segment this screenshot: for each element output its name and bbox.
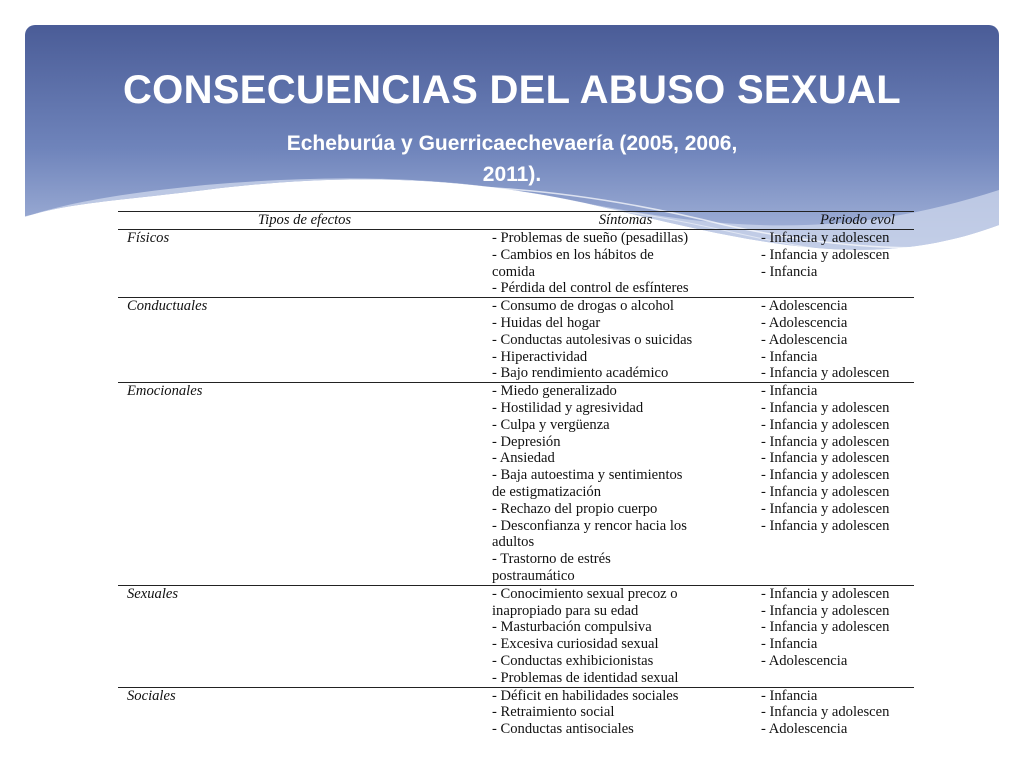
category-cell: Conductuales [118, 298, 491, 383]
periods-cell [760, 230, 914, 298]
period-line: - Infancia y adolescen [761, 585, 890, 602]
table-header-row [118, 212, 914, 230]
period-line: - Infancia y adolescen [761, 500, 890, 517]
table-row [118, 383, 914, 586]
symptoms-cell [491, 585, 760, 687]
slide-title: CONSECUENCIAS DEL ABUSO SEXUAL [123, 68, 901, 112]
period-line: - Adolescencia [761, 314, 848, 331]
header-sintomas: Síntomas [491, 212, 760, 230]
header-periodo: Periodo evol [760, 212, 914, 230]
symptom-line: - Hostilidad y agresividad [492, 399, 644, 416]
period-line: - Infancia [761, 263, 818, 280]
category-cell: Físicos [118, 230, 491, 298]
symptom-line: - Masturbación compulsiva [492, 619, 652, 636]
symptoms-cell [491, 383, 760, 586]
symptom-line: - Conductas antisociales [492, 721, 634, 736]
periods-cell [760, 585, 914, 687]
period-line: - Infancia y adolescen [761, 433, 890, 450]
period-line: - Infancia y adolescen [761, 619, 890, 636]
table-row [118, 585, 914, 687]
period-line: - Infancia y adolescen [761, 704, 890, 721]
periods-cell [760, 687, 914, 736]
symptom-line: - Hiperactividad [492, 348, 588, 365]
period-line: - Infancia y adolescen [761, 450, 890, 467]
period-line: - Infancia y adolescen [761, 602, 890, 619]
symptom-line: - Bajo rendimiento académico [492, 365, 669, 382]
effects-table-container [118, 211, 914, 736]
symptoms-cell [491, 298, 760, 383]
period-line: - Adolescencia [761, 721, 848, 736]
period-line: - Infancia y adolescen [761, 399, 890, 416]
symptom-line: - Depresión [492, 433, 561, 450]
symptoms-cell [491, 230, 760, 298]
table-row [118, 687, 914, 736]
periods-cell [760, 298, 914, 383]
symptom-line: - Consumo de drogas o alcohol [492, 298, 674, 315]
symptom-line: inapropiado para su edad [492, 602, 639, 619]
symptom-line: - Rechazo del propio cuerpo [492, 500, 658, 517]
symptom-line: de estigmatización [492, 483, 602, 500]
symptoms-cell [491, 687, 760, 736]
symptom-line: - Problemas de sueño (pesadillas) [492, 230, 689, 246]
symptom-line: - Excesiva curiosidad sexual [492, 636, 659, 653]
periods-cell [760, 383, 914, 586]
period-line: - Infancia y adolescen [761, 517, 890, 534]
symptom-line: - Problemas de identidad sexual [492, 669, 679, 686]
period-line: - Infancia y adolescen [761, 483, 890, 500]
period-line: - Infancia y adolescen [761, 467, 890, 484]
symptom-line: - Miedo generalizado [492, 383, 617, 400]
period-line: - Infancia [761, 687, 818, 704]
header-tipos: Tipos de efectos [118, 212, 491, 230]
symptom-line: - Conductas autolesivas o suicidas [492, 331, 693, 348]
symptom-line: - Trastorno de estrés [492, 551, 611, 568]
period-line: - Infancia y adolescen [761, 416, 890, 433]
symptom-line: - Culpa y vergüenza [492, 416, 610, 433]
symptom-line: comida [492, 263, 535, 280]
category-cell: Emocionales [118, 383, 491, 586]
period-line: - Infancia y adolescen [761, 365, 890, 382]
subtitle-line-1: Echeburúa y Guerricaechevaería (2005, 2006, [286, 132, 738, 155]
symptom-line: - Conocimiento sexual precoz o [492, 585, 678, 602]
symptom-line: - Pérdida del control de esfínteres [492, 280, 689, 297]
symptom-line: - Desconfianza y rencor hacia los [492, 517, 687, 534]
period-line: - Infancia y adolescen [761, 230, 890, 246]
symptom-line: - Baja autoestima y sentimientos [492, 467, 683, 484]
period-line: - Infancia [761, 348, 818, 365]
symptom-line: - Déficit en habilidades sociales [492, 687, 679, 704]
period-line: - Infancia [761, 383, 818, 400]
symptom-line: - Ansiedad [492, 450, 555, 467]
period-line: - Adolescencia [761, 331, 848, 348]
symptom-line: - Conductas exhibicionistas [492, 652, 654, 669]
table-row [118, 230, 914, 298]
symptom-line: - Huidas del hogar [492, 314, 601, 331]
slide-subtitle [262, 128, 762, 190]
subtitle-line-2: 2011). [482, 163, 542, 186]
period-line: - Adolescencia [761, 652, 848, 669]
effects-table [118, 211, 914, 736]
symptom-line: adultos [492, 534, 535, 551]
symptom-line: - Retraimiento social [492, 704, 615, 721]
period-line: - Infancia y adolescen [761, 246, 890, 263]
category-cell: Sexuales [118, 585, 491, 687]
category-cell: Sociales [118, 687, 491, 736]
period-line: - Adolescencia [761, 298, 848, 315]
period-line: - Infancia [761, 636, 818, 653]
symptom-line: postraumático [492, 567, 575, 584]
table-row [118, 298, 914, 383]
symptom-line: - Cambios en los hábitos de [492, 246, 654, 263]
